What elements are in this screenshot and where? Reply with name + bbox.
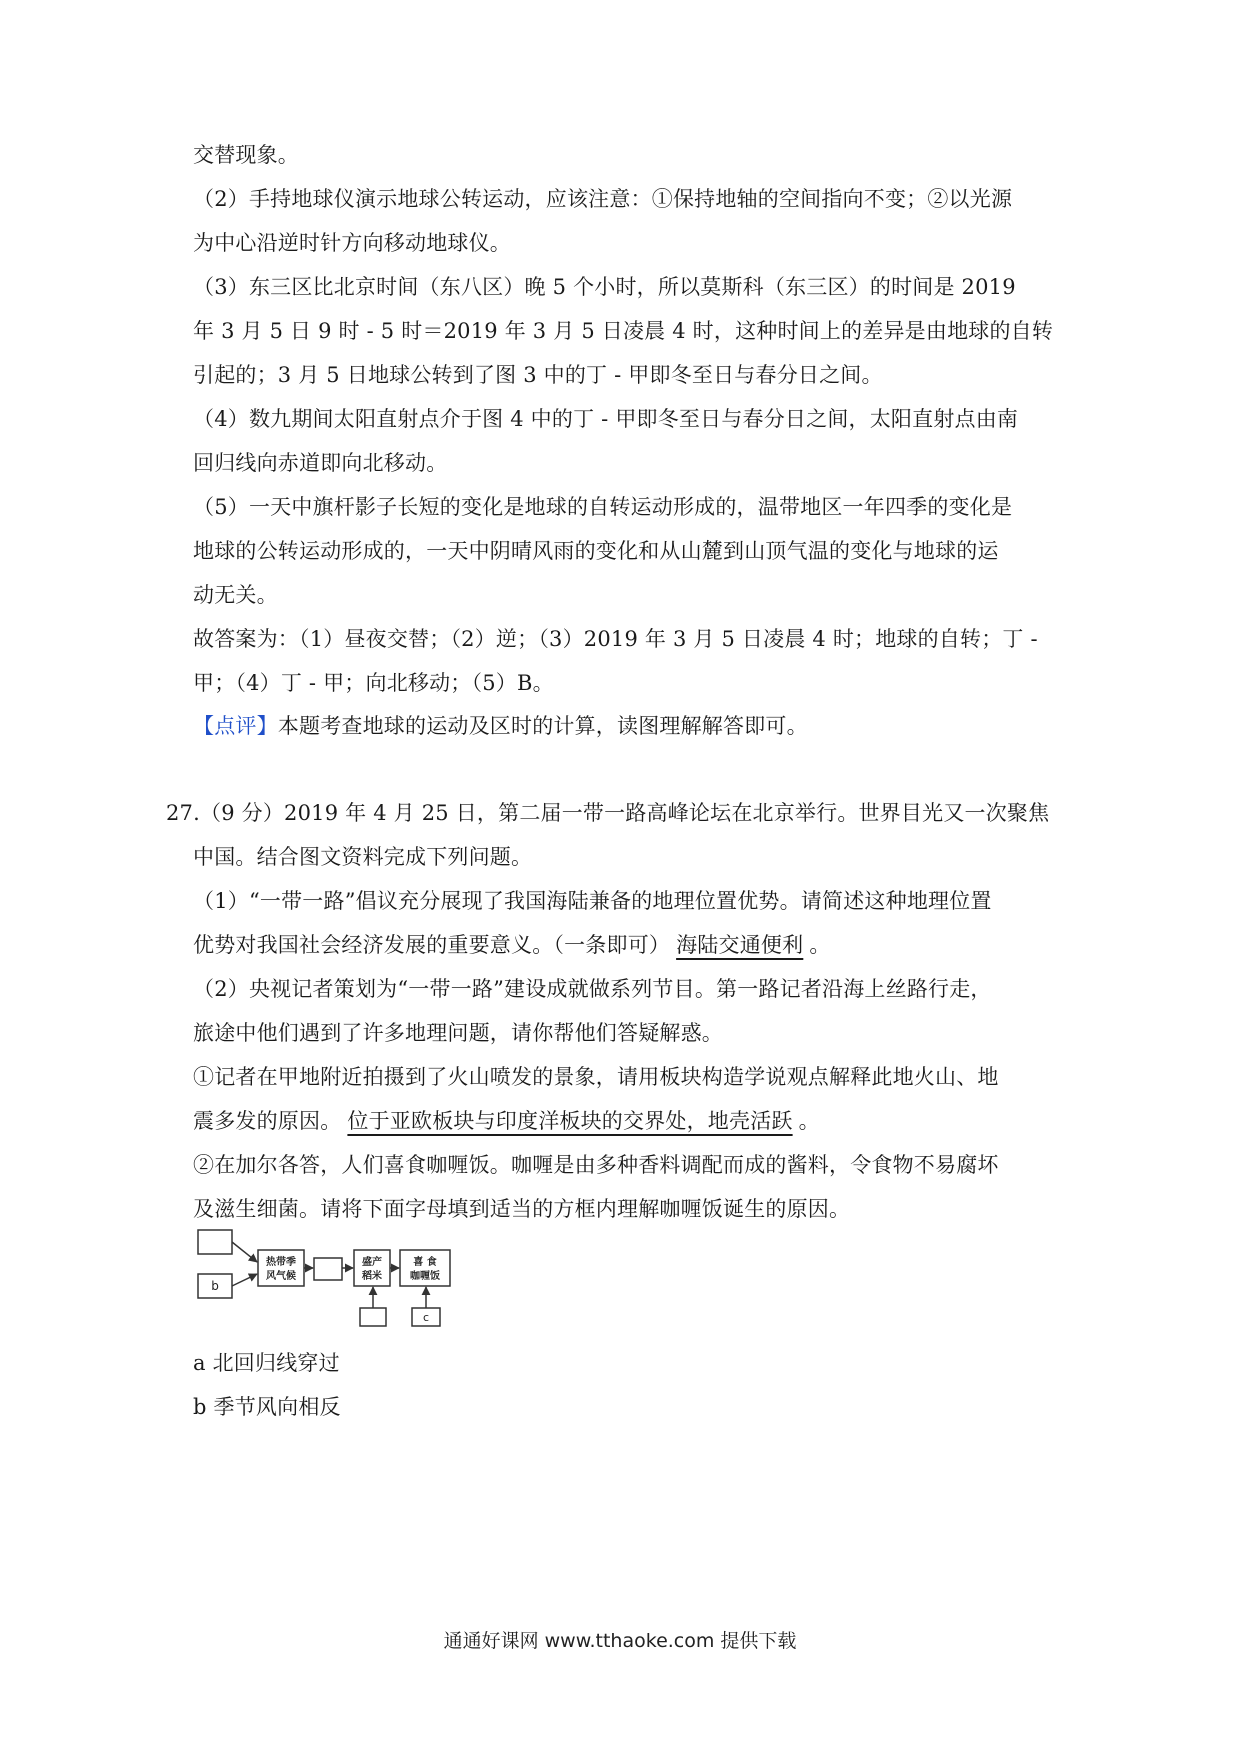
comment-text: 本题考查地球的运动及区时的计算，读图理解解答即可。: [277, 714, 808, 738]
text-line: 故答案为：（1）昼夜交替；（2）逆；（3）2019 年 3 月 5 日凌晨 4 时；地球的自转；丁 -: [193, 627, 1038, 651]
text-line: 为中心沿逆时针方向移动地球仪。: [193, 231, 511, 255]
text-line: 动无关。: [193, 583, 278, 607]
label-rice-1: 盛产: [362, 1257, 382, 1268]
text-line: 地球的公转运动形成的，一天中阴晴风雨的变化和从山麓到山顶气温的变化与地球的运: [193, 539, 999, 563]
label-b: b: [211, 1279, 219, 1293]
text-line: （3）东三区比北京时间（东八区）晚 5 个小时，所以莫斯科（东三区）的时间是 2019: [193, 275, 1016, 299]
text-line: 引起的；3 月 5 日地球公转到了图 3 中的丁 - 甲即冬至日与春分日之间。: [193, 363, 883, 387]
sub-question-a-line: [193, 1106, 820, 1136]
text-line: 甲；（4）丁 - 甲；向北移动；（5）B。: [193, 671, 554, 695]
text-line: 回归线向赤道即向北移动。: [193, 451, 448, 475]
text-line: （4）数九期间太阳直射点介于图 4 中的丁 - 甲即冬至日与春分日之间，太阳直射点由南: [193, 407, 1019, 431]
label-c: c: [422, 1311, 430, 1324]
text-line: 年 3 月 5 日 9 时 - 5 时＝2019 年 3 月 5 日凌晨 4 时，这种时间上的差异是由地球的自转: [193, 319, 1054, 343]
comment-tag: 【点评】: [193, 714, 278, 738]
question-2-line: （2）央视记者策划为“一带一路”建设成就做系列节目。第一路记者沿海上丝路行走，: [193, 977, 992, 1001]
question-27-line: 27.（9 分）2019 年 4 月 25 日，第二届一带一路高峰论坛在北京举行。世界目光又一次聚焦: [166, 801, 1050, 825]
sub-question-b-line: 及滋生细菌。请将下面字母填到适当的方框内理解咖喱饭诞生的原因。: [193, 1197, 851, 1221]
label-rice-2: 稻米: [362, 1271, 382, 1282]
question-2-line: 旅途中他们遇到了许多地理问题，请你帮他们答疑解惑。: [193, 1021, 723, 1045]
curry-flow-diagram: [190, 1228, 460, 1332]
label-tropical-2: 风气候: [266, 1271, 296, 1282]
question-27-line: 中国。结合图文资料完成下列问题。: [193, 845, 533, 869]
text-line: （5）一天中旗杆影子长短的变化是地球的自转运动形成的，温带地区一年四季的变化是: [193, 495, 1013, 519]
blank-box-bottom[interactable]: [360, 1308, 386, 1326]
punctuation: 。: [809, 933, 831, 957]
comment-line: [193, 711, 808, 741]
question-1-line: [193, 930, 831, 960]
answer-a: 位于亚欧板块与印度洋板块的交界处，地壳活跃: [347, 1109, 793, 1133]
sub-question-a-line: ①记者在甲地附近拍摄到了火山喷发的景象，请用板块构造学说观点解释此地火山、地: [193, 1065, 999, 1089]
punctuation: 。: [798, 1109, 820, 1133]
sub-question-a-text: 震多发的原因。: [193, 1109, 342, 1133]
question-1-line: （1）“一带一路”倡议充分展现了我国海陆兼备的地理位置优势。请简述这种地理位置: [193, 889, 992, 913]
text-line: 交替现象。: [193, 143, 299, 167]
blank-box-top-left[interactable]: [198, 1230, 232, 1254]
sub-question-b-line: ②在加尔各答，人们喜食咖喱饭。咖喱是由多种香料调配而成的酱料，令食物不易腐坏: [193, 1153, 999, 1177]
answer-1: 海陆交通便利: [676, 933, 804, 957]
option-b: b 季节风向相反: [193, 1395, 341, 1419]
label-curry-2: 咖喱饭: [410, 1271, 440, 1282]
option-a: a 北回归线穿过: [193, 1351, 340, 1375]
text-line: （2）手持地球仪演示地球公转运动，应该注意：①保持地轴的空间指向不变；②以光源: [193, 187, 1013, 211]
label-tropical-1: 热带季: [266, 1257, 296, 1268]
page-footer: 通通好课网 www.tthaoke.com 提供下载: [443, 1630, 797, 1652]
blank-box-middle[interactable]: [314, 1258, 342, 1280]
question-1-text: 优势对我国社会经济发展的重要意义。（一条即可）: [193, 933, 671, 957]
label-curry-1: 喜 食: [413, 1257, 437, 1268]
